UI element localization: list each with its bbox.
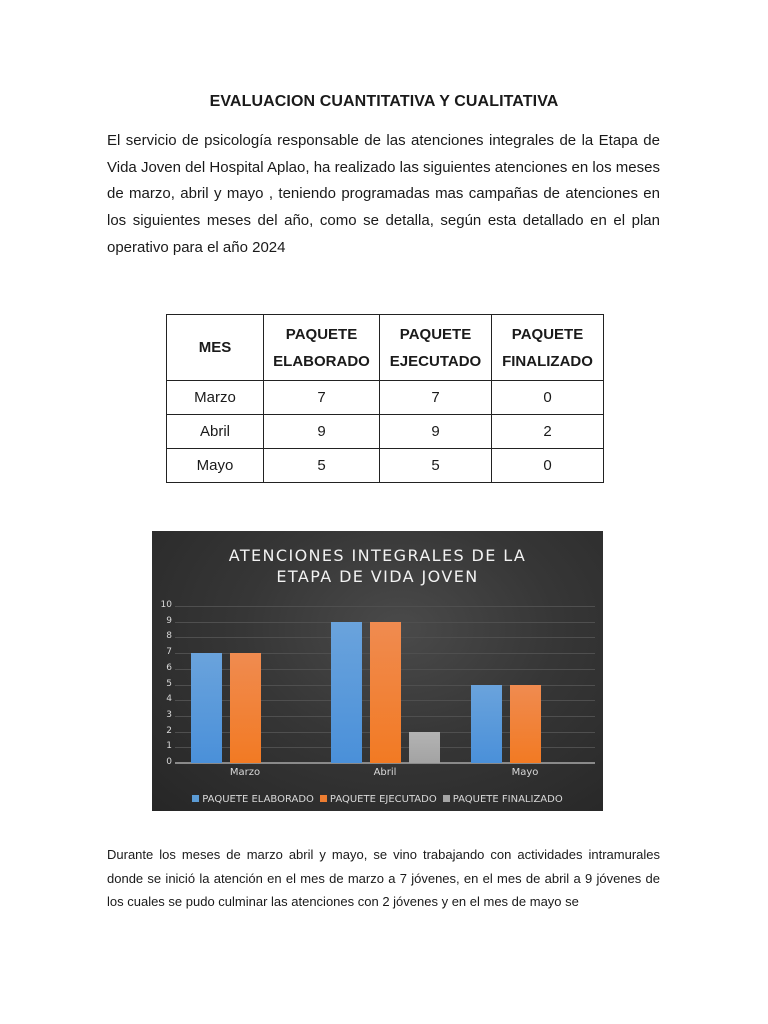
bar-paquete-elaborado <box>331 622 362 763</box>
legend-label: PAQUETE ELABORADO <box>202 794 314 805</box>
gridline <box>175 606 595 607</box>
legend-swatch-icon <box>192 795 199 802</box>
table-row <box>167 449 604 483</box>
cell-elaborado: 9 <box>264 415 380 449</box>
legend-item <box>192 794 314 805</box>
header-ejecutado: PAQUETE EJECUTADO <box>380 315 492 381</box>
plot-area <box>160 600 595 778</box>
intro-paragraph: El servicio de psicología responsable de las atenciones integrales de la Etapa de Vida Joven del Hospital Aplao, ha realizado las siguientes atenciones en los meses de marzo, abril y mayo , teniendo programadas mas campañas de atenciones en los siguientes meses del año, como se detalla, según esta detallado en el plan operativo para el año 2024 <box>107 132 660 256</box>
cell-finalizado: 0 <box>492 381 604 415</box>
chart-legend <box>152 794 603 805</box>
cell-month: Abril <box>167 415 264 449</box>
legend-label: PAQUETE FINALIZADO <box>452 794 563 805</box>
cell-finalizado: 2 <box>492 415 604 449</box>
legend-label: PAQUETE EJECUTADO <box>329 794 437 805</box>
bar-paquete-ejecutado <box>510 685 541 764</box>
y-tick-label: 9 <box>166 615 172 626</box>
cell-month: Marzo <box>167 381 264 415</box>
document-title: EVALUACION CUANTITATIVA Y CUALITATIVA <box>209 93 559 110</box>
y-tick-label: 1 <box>166 741 172 752</box>
y-tick-label: 3 <box>166 709 172 720</box>
bar-chart <box>152 531 603 811</box>
table-row <box>167 381 604 415</box>
bar-paquete-elaborado <box>191 653 222 763</box>
y-tick-label: 6 <box>166 662 172 673</box>
bar-paquete-finalizado <box>409 732 440 763</box>
chart-title: ATENCIONES INTEGRALES DE LA ETAPA DE VIDA JOVEN <box>228 546 527 586</box>
table-header-row <box>167 315 604 381</box>
cell-elaborado: 5 <box>264 449 380 483</box>
header-finalizado: PAQUETE FINALIZADO <box>492 315 604 381</box>
y-tick-label: 10 <box>160 600 172 610</box>
table-row <box>167 415 604 449</box>
legend-swatch-icon <box>443 795 450 802</box>
x-tick-label: Marzo <box>229 767 261 778</box>
cell-ejecutado: 7 <box>380 381 492 415</box>
legend-item <box>443 794 563 805</box>
header-elaborado: PAQUETE ELABORADO <box>264 315 380 381</box>
bar-paquete-ejecutado <box>370 622 401 763</box>
bar-paquete-elaborado <box>471 685 502 764</box>
y-tick-label: 0 <box>166 757 172 767</box>
cell-month: Mayo <box>167 449 264 483</box>
cell-ejecutado: 9 <box>380 415 492 449</box>
cell-ejecutado: 5 <box>380 449 492 483</box>
y-tick-label: 7 <box>166 647 172 658</box>
bar-paquete-ejecutado <box>230 653 261 763</box>
summary-paragraph: Durante los meses de marzo abril y mayo, se vino trabajando con actividades intramurales donde se inició la atención en el mes de marzo a 7 jóvenes, en el mes de abril a 9 jóvenes de los cuales se pudo culminar las atenciones con 2 jóvenes y en el mes de mayo se <box>107 847 660 910</box>
y-tick-label: 8 <box>166 631 172 642</box>
cell-elaborado: 7 <box>264 381 380 415</box>
y-tick-label: 5 <box>166 678 172 689</box>
y-tick-label: 4 <box>166 694 172 705</box>
legend-item <box>320 794 437 805</box>
cell-finalizado: 0 <box>492 449 604 483</box>
x-tick-label: Mayo <box>511 767 539 778</box>
y-tick-label: 2 <box>166 725 172 736</box>
x-tick-label: Abril <box>373 767 397 778</box>
legend-swatch-icon <box>320 795 327 802</box>
packages-table <box>166 314 604 483</box>
header-mes: MES <box>167 315 264 381</box>
